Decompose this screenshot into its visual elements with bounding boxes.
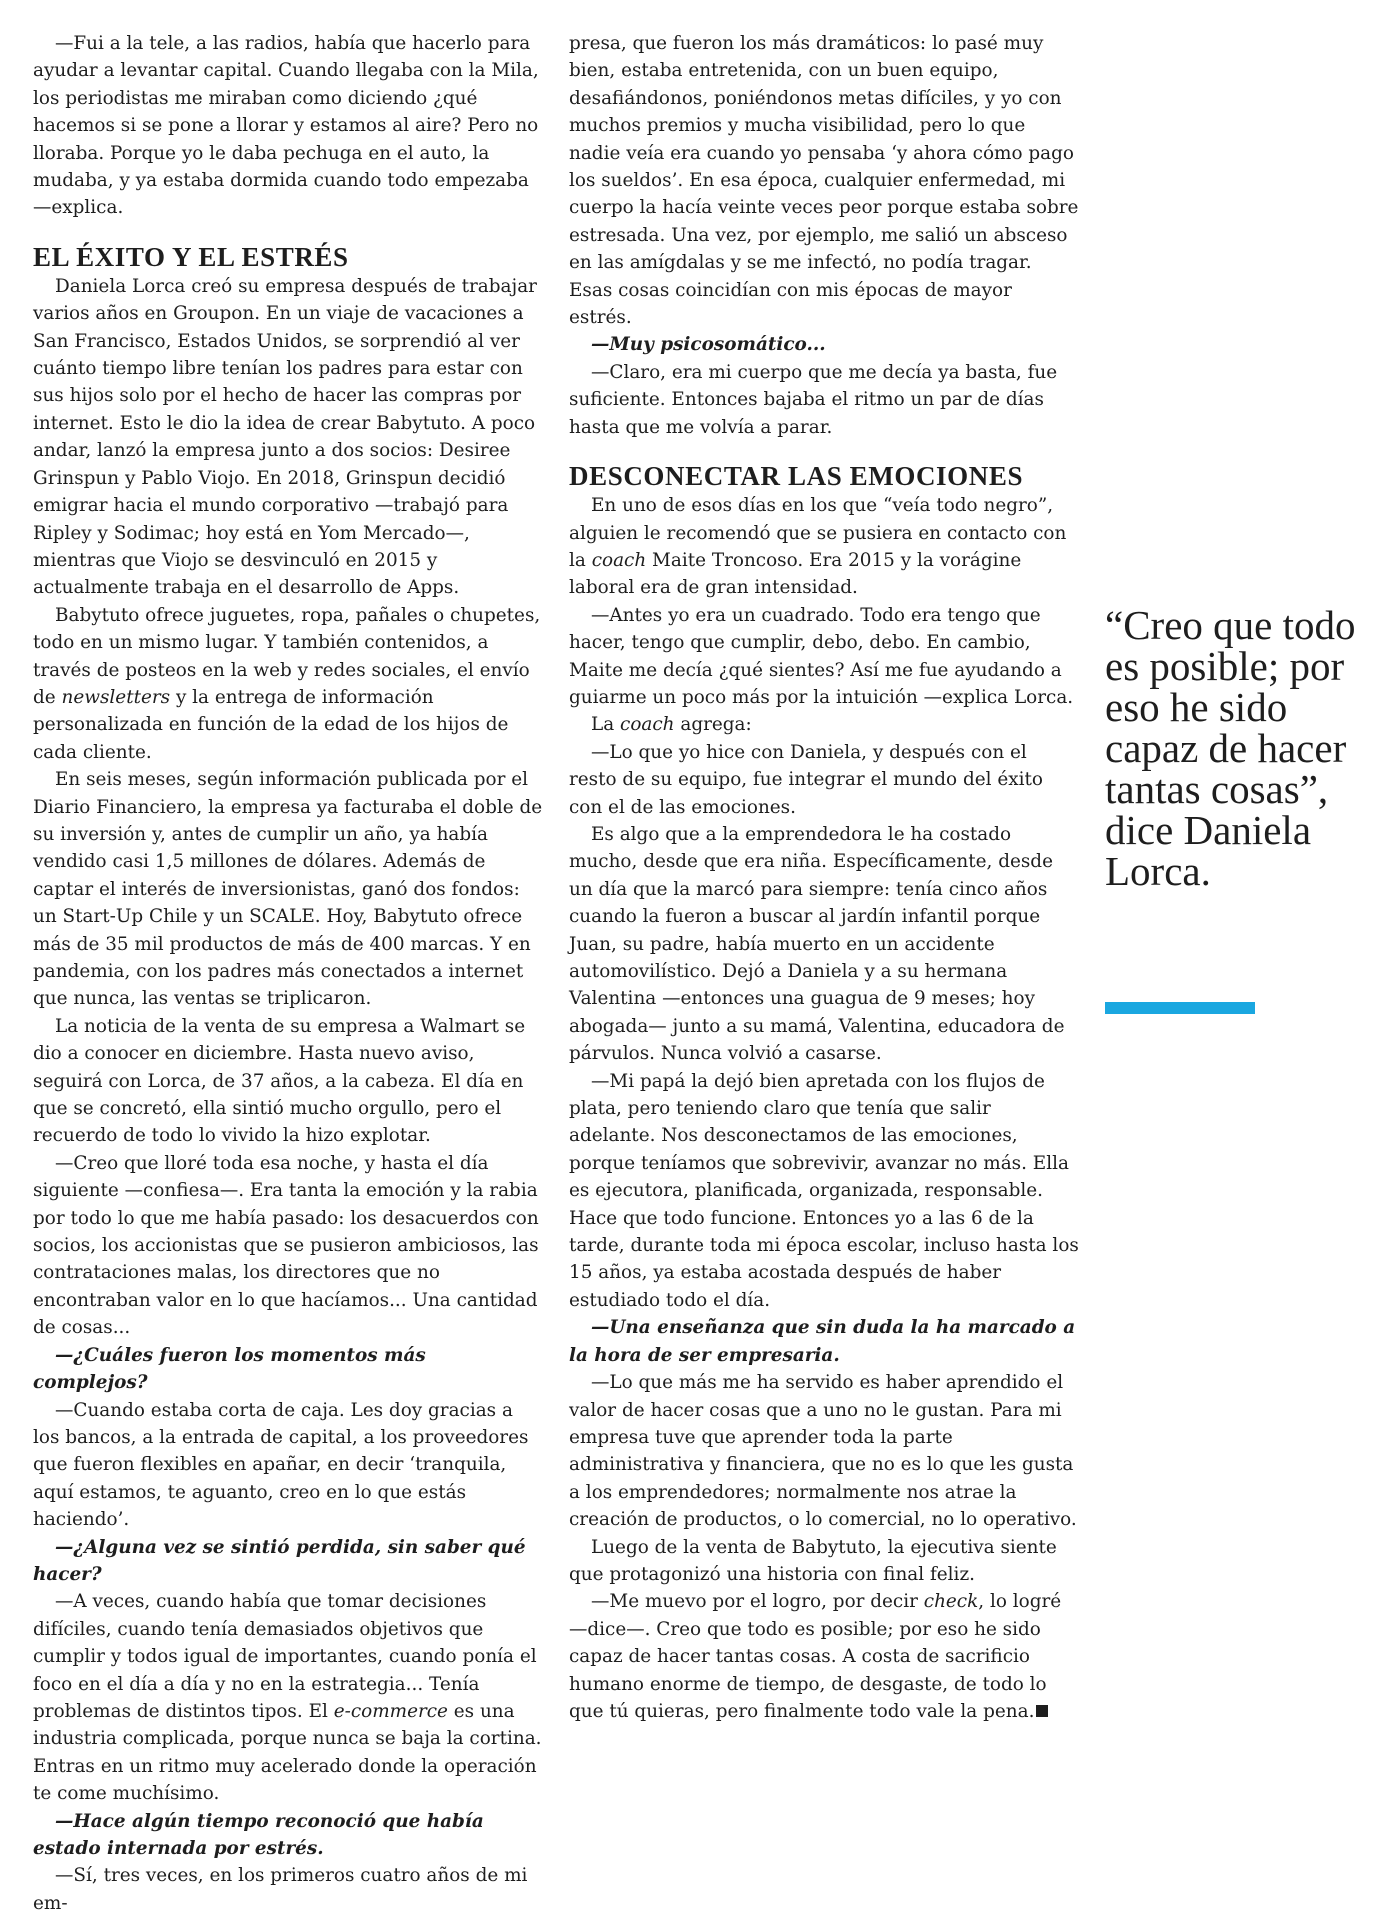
article-column-1 <box>33 30 543 1917</box>
pull-quote: “Creo que todo es posible; por eso he sido capaz de hacer tantas cosas”, dice Daniela Lorca. <box>1105 602 1356 894</box>
section-heading: EL ÉXITO Y EL ESTRÉS <box>33 241 349 272</box>
italic-term: coach <box>591 549 647 571</box>
paragraph: La noticia de la venta de su empresa a Walmart se dio a conocer en diciembre. Hasta nuevo aviso, seguirá con Lorca, de 37 años, a la cabeza. El día en que se concretó, ella sintió mucho orgullo, pero el recuerdo de todo lo vivido la hizo explotar. <box>33 1015 526 1147</box>
paragraph: —Lo que yo hice con Daniela, y después con el resto de su equipo, fue integrar el mundo del éxito con el de las emociones. <box>569 741 1043 818</box>
paragraph: —Fui a la tele, a las radios, había que hacerlo para ayudar a levantar capital. Cuando llegaba con la Mila, los periodistas me miraban como diciendo ¿qué hacemos si se pone a llorar y estamos al aire? Pero no lloraba. Porque yo le daba pechuga en el auto, la mudaba, y ya estaba dormida cuando todo empezaba —explica. <box>33 33 539 219</box>
italic-term: check <box>923 1591 979 1613</box>
interview-question: —Hace algún tiempo reconoció que había estado internada por estrés. <box>33 1810 484 1859</box>
text-run: La <box>591 714 621 736</box>
end-of-article-square-icon <box>1036 1705 1048 1717</box>
paragraph: —Lo que más me ha servido es haber aprendido el valor de hacer cosas que a uno no le gustan. Para mi empresa tuve que aprender toda la parte administrativa y financiera, que no es lo que les gusta a los emprendedores; normalmente nos atrae la creación de productos, o lo comercial, no lo operativo. <box>569 1372 1077 1531</box>
paragraph <box>569 492 1079 602</box>
text-run: Maite Troncoso. Era 2015 y la vorágine laboral era de gran intensidad. <box>569 549 1022 599</box>
paragraph: Daniela Lorca creó su empresa después de trabajar varios años en Groupon. En un viaje de vacaciones a San Francisco, Estados Unidos, se sorprendió al ver cuánto tiempo libre tenían los padres para estar con sus hijos solo por el hecho de hacer las compras por internet. Esto le dio la idea de crear Babytuto. A poco andar, lanzó la empresa junto a dos socios: Desiree Grinspun y Pablo Viojo. En 2018, Grinspun decidió emigrar hacia el mundo corporativo —trabajó para Ripley y Sodimac; hoy está en Yom Mercado—, mientras que Viojo se desvinculó en 2015 y actualmente trabaja en el desarrollo de Apps. <box>33 275 537 599</box>
interview-question: —Muy psicosomático... <box>591 334 826 356</box>
text-run: —Me muevo por el logro, por decir <box>591 1591 924 1613</box>
paragraph <box>569 711 1079 738</box>
article-column-2 <box>569 30 1079 1725</box>
text-run: , lo logré —dice—. Creo que todo es posible; por eso he sido capaz de hacer tantas cosas. A costa de sacrificio humano enorme de tiempo, de desgaste, de todo lo que tú quieras, pero finalmente todo vale la pena. <box>569 1591 1062 1722</box>
italic-term: newsletters <box>61 686 171 708</box>
paragraph <box>569 1588 1079 1725</box>
text-run: —A veces, cuando había que tomar decisiones difíciles, cuando tenía demasiados objetivos que cumplir y todos igual de importantes, cuando ponía el foco en el día a día y no en la estrategia... Tenía problemas de distintos tipos. El <box>33 1591 537 1722</box>
paragraph: —Antes yo era un cuadrado. Todo era tengo que hacer, tengo que cumplir, debo, debo. En cambio, Maite me decía ¿qué sientes? Así me fue ayudando a guiarme un poco más por la intuición —explica Lorca. <box>569 604 1074 708</box>
paragraph: Es algo que a la emprendedora le ha costado mucho, desde que era niña. Específicamente, desde un día que la marcó para siempre: tenía cinco años cuando la fueron a buscar al jardín infantil porque Juan, su padre, había muerto en un accidente automovilístico. Dejó a Daniela y a su hermana Valentina —entonces una guagua de 9 meses; hoy abogada— junto a su mamá, Valentina, educadora de párvulos. Nunca volvió a casarse. <box>569 823 1065 1065</box>
paragraph <box>33 1588 543 1807</box>
interview-question: —Una enseñanza que sin duda la ha marcado a la hora de ser empresaria. <box>569 1317 1076 1366</box>
paragraph: —Cuando estaba corta de caja. Les doy gracias a los bancos, a la entrada de capital, a los proveedores que fueron flexibles en apañar, en decir ‘tranquila, aquí estamos, te aguanto, creo en lo que estás haciendo’. <box>33 1399 529 1531</box>
paragraph: En seis meses, según información publicada por el Diario Financiero, la empresa ya facturaba el doble de su inversión y, antes de cumplir un año, ya había vendido casi 1,5 millones de dólares. Además de captar el interés de inversionistas, ganó dos fondos: un Start-Up Chile y un SCALE. Hoy, Babytuto ofrece más de 35 mil productos de más de 400 marcas. Y en pandemia, con los padres más conectados a internet que nunca, las ventas se triplicaron. <box>33 769 543 1010</box>
text-run: En uno de esos días en los que “veía todo negro”, alguien le recomendó que se pusiera en contacto con la <box>569 495 1067 571</box>
pull-quote-accent-rule <box>1105 1002 1255 1014</box>
paragraph <box>33 602 543 766</box>
text-run: Babytuto ofrece juguetes, ropa, pañales o chupetes, todo en un mismo lugar. Y también contenidos, a través de posteos en la web y redes sociales, el envío de <box>33 604 541 708</box>
paragraph: Luego de la venta de Babytuto, la ejecutiva siente que protagonizó una historia con final feliz. <box>569 1536 1057 1585</box>
paragraph: —Claro, era mi cuerpo que me decía ya basta, fue suficiente. Entonces bajaba el ritmo un par de días hasta que me volvía a parar. <box>569 361 1058 438</box>
section-heading: DESCONECTAR LAS EMOCIONES <box>569 461 1024 492</box>
interview-question: —¿Cuáles fueron los momentos más complejos? <box>33 1344 426 1394</box>
italic-term: coach <box>620 714 675 736</box>
paragraph: —Sí, tres veces, en los primeros cuatro años de mi em- <box>33 1865 528 1914</box>
italic-term: e-commerce <box>333 1700 448 1722</box>
text-run: agrega: <box>674 714 752 736</box>
text-run: y la entrega de información personalizada en función de la edad de los hijos de cada cliente. <box>33 686 509 763</box>
paragraph: —Creo que lloré toda esa noche, y hasta el día siguiente —confiesa—. Era tanta la emoción y la rabia por todo lo que me había pasado: los desacuerdos con socios, los accionistas que se pusieron ambiciosos, las contrataciones malas, los directores que no encontraban valor en lo que hacíamos... Una cantidad de cosas... <box>33 1152 539 1339</box>
text-run: es una industria complicada, porque nunca se baja la cortina. Entras en un ritmo muy acelerado donde la operación te come muchísimo. <box>33 1700 542 1805</box>
paragraph: —Mi papá la dejó bien apretada con los flujos de plata, pero teniendo claro que tenía que salir adelante. Nos desconectamos de las emociones, porque teníamos que sobrevivir, avanzar no más. Ella es ejecutora, planificada, organizada, responsable. Hace que todo funcione. Entonces yo a las 6 de la tarde, durante toda mi época escolar, incluso hasta los 15 años, ya estaba acostada después de haber estudiado todo el día. <box>569 1070 1079 1311</box>
paragraph: presa, que fueron los más dramáticos: lo pasé muy bien, estaba entretenida, con un buen equipo, desafiándonos, poniéndonos metas difíciles, y yo con muchos premios y mucha visibilidad, pero lo que nadie veía era cuando yo pensaba ‘y ahora cómo pago los sueldos’. En esa época, cualquier enfermedad, mi cuerpo la hacía veinte veces peor porque estaba sobre estresada. Una vez, por ejemplo, me salió un absceso en las amígdalas y se me infectó, no podía tragar. Esas cosas coincidían con mis épocas de mayor estrés. <box>569 33 1079 329</box>
interview-question: —¿Alguna vez se sintió perdida, sin saber qué hacer? <box>33 1536 526 1585</box>
